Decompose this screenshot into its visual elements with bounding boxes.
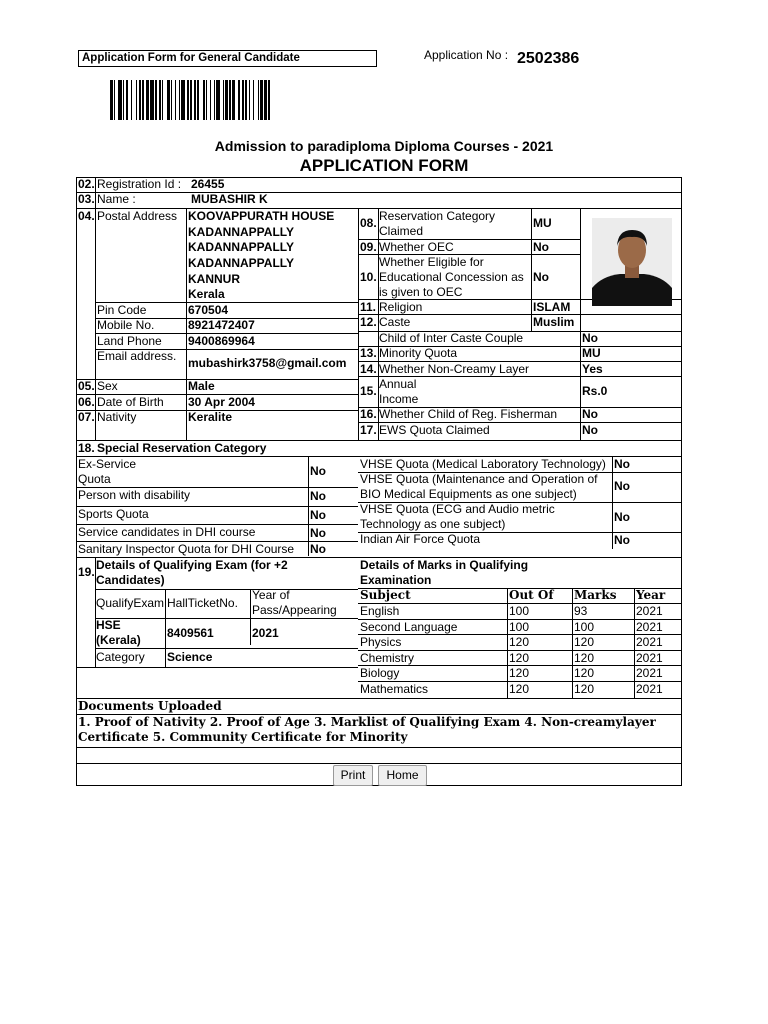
marks-cell: 100 — [574, 619, 595, 634]
postal-address-label: Postal Address — [97, 209, 178, 223]
air-force-value: No — [614, 533, 630, 547]
concession-value: No — [533, 270, 549, 284]
religion-value: ISLAM — [533, 300, 571, 314]
table-rule — [95, 648, 358, 649]
table-rule — [77, 379, 358, 380]
marks-cell: Physics — [360, 635, 402, 649]
caste-value: Muslim — [533, 315, 575, 329]
sex-label: Sex — [97, 379, 118, 393]
row-number-14: 14. — [360, 362, 377, 376]
disability-value: No — [310, 489, 326, 503]
candidate-photo — [592, 218, 672, 306]
marks-header-year: Year — [636, 588, 666, 602]
address-line: KADANNAPPALLY — [188, 256, 295, 270]
land-phone-value: 9400869964 — [188, 334, 255, 348]
address-line: KADANNAPPALLY — [188, 225, 295, 239]
row-number-13: 13. — [360, 346, 377, 360]
hall-ticket-header: HallTicketNo. — [167, 596, 238, 610]
table-rule — [358, 208, 359, 440]
marks-header-outof: Out Of — [509, 588, 554, 602]
concession-label: Whether Eligible for Educational Concession as is given to OEC — [379, 255, 524, 299]
marks-header-marks: Marks — [574, 588, 617, 602]
fisherman-value: No — [582, 407, 598, 421]
air-force-label: Indian Air Force Quota — [360, 532, 481, 546]
row-number-16: 16. — [360, 407, 377, 421]
marks-cell: 2021 — [636, 604, 663, 618]
ews-label: EWS Quota Claimed — [379, 423, 490, 437]
table-rule — [580, 331, 581, 440]
vhse-ecg-label: VHSE Quota (ECG and Audio metric Technology as one subject) — [360, 502, 555, 531]
marks-cell: Second Language — [360, 619, 458, 634]
minority-quota-value: MU — [582, 346, 601, 360]
sanitary-label: Sanitary Inspector Quota for DHI Course — [78, 542, 295, 556]
year-value: 2021 — [252, 626, 279, 640]
documents-list: 1. Proof of Nativity 2. Proof of Age 3. Marklist of Qualifying Exam 4. Non-creamylayer Certificate 5. Community Certificate for Minority — [78, 715, 656, 744]
dob-label: Date of Birth — [97, 395, 164, 409]
fisherman-label: Whether Child of Reg. Fisherman — [379, 407, 558, 421]
row-number-04: 04. — [78, 209, 95, 223]
oec-value: No — [533, 240, 549, 254]
special-reservation-title: Special Reservation Category — [97, 441, 267, 455]
marks-cell: 93 — [574, 604, 588, 618]
documents-title: Documents Uploaded — [78, 699, 222, 713]
table-rule — [77, 192, 682, 193]
marks-cell: 2021 — [636, 681, 663, 696]
annual-income-label: Annual Income — [379, 377, 419, 406]
row-number-15: 15. — [360, 384, 377, 398]
form-type-label: Application Form for General Candidate — [78, 50, 377, 67]
page-title: Admission to paradiploma Diploma Courses - 2021 — [214, 138, 554, 154]
marks-cell: 120 — [509, 666, 530, 680]
dhi-service-value: No — [310, 526, 326, 540]
table-rule — [77, 747, 682, 748]
row-number-11: 11. — [360, 300, 377, 314]
minority-quota-label: Minority Quota — [379, 346, 458, 360]
row-number-09: 09. — [360, 240, 377, 254]
row-number-06: 06. — [78, 395, 95, 409]
marks-cell: 2021 — [636, 650, 663, 665]
marks-cell: 2021 — [636, 619, 663, 634]
ews-value: No — [582, 423, 598, 437]
qualify-exam-value: HSE (Kerala) — [96, 618, 141, 647]
disability-label: Person with disability — [78, 488, 191, 502]
row-number-10: 10. — [360, 270, 377, 284]
vhse-mlt-label: VHSE Quota (Medical Laboratory Technology) — [360, 457, 606, 471]
ex-service-label: Ex-Service Quota — [78, 457, 137, 486]
sports-quota-label: Sports Quota — [78, 507, 149, 521]
table-rule — [77, 667, 358, 668]
table-rule — [165, 589, 166, 667]
non-creamy-value: Yes — [582, 362, 603, 376]
marks-cell: 120 — [509, 635, 530, 649]
row-number-03: 03. — [78, 192, 95, 206]
inter-caste-label: Child of Inter Caste Couple — [379, 331, 524, 345]
address-line: KANNUR — [188, 272, 240, 286]
marks-cell: 100 — [509, 619, 530, 634]
dob-value: 30 Apr 2004 — [188, 395, 255, 409]
reservation-category-value: MU — [533, 216, 552, 230]
barcode-image — [110, 80, 330, 120]
marks-title: Details of Marks in Qualifying Examination — [360, 558, 529, 587]
row-number-12: 12. — [360, 315, 377, 329]
address-line: Kerala — [188, 287, 225, 301]
reservation-category-label: Reservation Category Claimed — [379, 209, 496, 238]
row-number-18: 18. — [78, 441, 95, 455]
row-number-19: 19. — [78, 565, 95, 579]
name-value: MUBASHIR K — [191, 192, 268, 206]
religion-label: Religion — [379, 300, 423, 314]
land-phone-label: Land Phone — [97, 334, 162, 348]
mobile-value: 8921472407 — [188, 318, 255, 332]
marks-cell: Chemistry — [360, 650, 415, 665]
page-subtitle: APPLICATION FORM — [299, 156, 469, 175]
table-rule — [572, 588, 573, 698]
row-number-07: 07. — [78, 410, 95, 424]
table-rule — [77, 763, 682, 764]
pin-code-label: Pin Code — [97, 303, 147, 317]
category-value: Science — [167, 650, 213, 664]
row-number-02: 02. — [78, 177, 95, 191]
vhse-ecg-value: No — [614, 510, 630, 524]
marks-cell: 120 — [509, 681, 530, 696]
table-rule — [634, 588, 635, 698]
vhse-bio-value: No — [614, 479, 630, 493]
nativity-label: Nativity — [97, 410, 137, 424]
vhse-mlt-value: No — [614, 457, 630, 471]
marks-cell: 120 — [574, 650, 595, 665]
dhi-service-label: Service candidates in DHI course — [78, 525, 256, 539]
print-button[interactable]: Print — [333, 765, 373, 786]
marks-cell: English — [360, 604, 400, 618]
application-no-label: Application No : — [424, 48, 509, 62]
marks-cell: Biology — [360, 666, 400, 680]
nativity-value: Keralite — [188, 410, 233, 424]
ex-service-value: No — [310, 464, 326, 478]
marks-header-subject: Subject — [360, 588, 411, 602]
hall-ticket-value: 8409561 — [167, 626, 214, 640]
address-line: KADANNAPPALLY — [188, 240, 295, 254]
table-rule — [250, 589, 251, 645]
marks-cell: 120 — [574, 666, 595, 680]
home-button[interactable]: Home — [378, 765, 427, 786]
pin-code-value: 670504 — [188, 303, 229, 317]
category-label: Category — [96, 650, 145, 664]
registration-id-value: 26455 — [191, 177, 225, 191]
application-no-value: 2502386 — [517, 50, 580, 67]
row-number-05: 05. — [78, 379, 95, 393]
caste-label: Caste — [379, 315, 411, 329]
table-rule — [186, 208, 187, 440]
marks-cell: 2021 — [636, 666, 663, 680]
address-line: KOOVAPPURATH HOUSE — [188, 209, 335, 223]
non-creamy-label: Whether Non-Creamy Layer — [379, 362, 530, 376]
qualify-exam-header: QualifyExam — [96, 596, 165, 610]
row-number-17: 17. — [360, 423, 377, 437]
inter-caste-value: No — [582, 331, 598, 345]
sex-value: Male — [188, 379, 215, 393]
registration-id-label: Registration Id : — [97, 177, 182, 191]
annual-income-value: Rs.0 — [582, 384, 608, 398]
marks-cell: 120 — [574, 681, 595, 696]
row-number-08: 08. — [360, 216, 377, 230]
email-label: Email address. — [97, 349, 177, 363]
table-rule — [95, 177, 96, 440]
marks-cell: 120 — [509, 650, 530, 665]
qualifying-exam-title: Details of Qualifying Exam (for +2 Candidates) — [96, 558, 288, 587]
mobile-label: Mobile No. — [97, 318, 155, 332]
oec-label: Whether OEC — [379, 240, 454, 254]
marks-cell: Mathematics — [360, 681, 429, 696]
marks-cell: 100 — [509, 604, 530, 618]
sports-quota-value: No — [310, 508, 326, 522]
marks-cell: 120 — [574, 635, 595, 649]
email-value: mubashirk3758@gmail.com — [188, 356, 347, 370]
sanitary-value: No — [310, 542, 326, 556]
name-label: Name : — [97, 192, 136, 206]
year-header: Year of Pass/Appearing — [252, 588, 337, 617]
table-rule — [507, 588, 508, 698]
vhse-bio-label: VHSE Quota (Maintenance and Operation of BIO Medical Equipments as one subject) — [360, 472, 598, 501]
marks-cell: 2021 — [636, 635, 663, 649]
